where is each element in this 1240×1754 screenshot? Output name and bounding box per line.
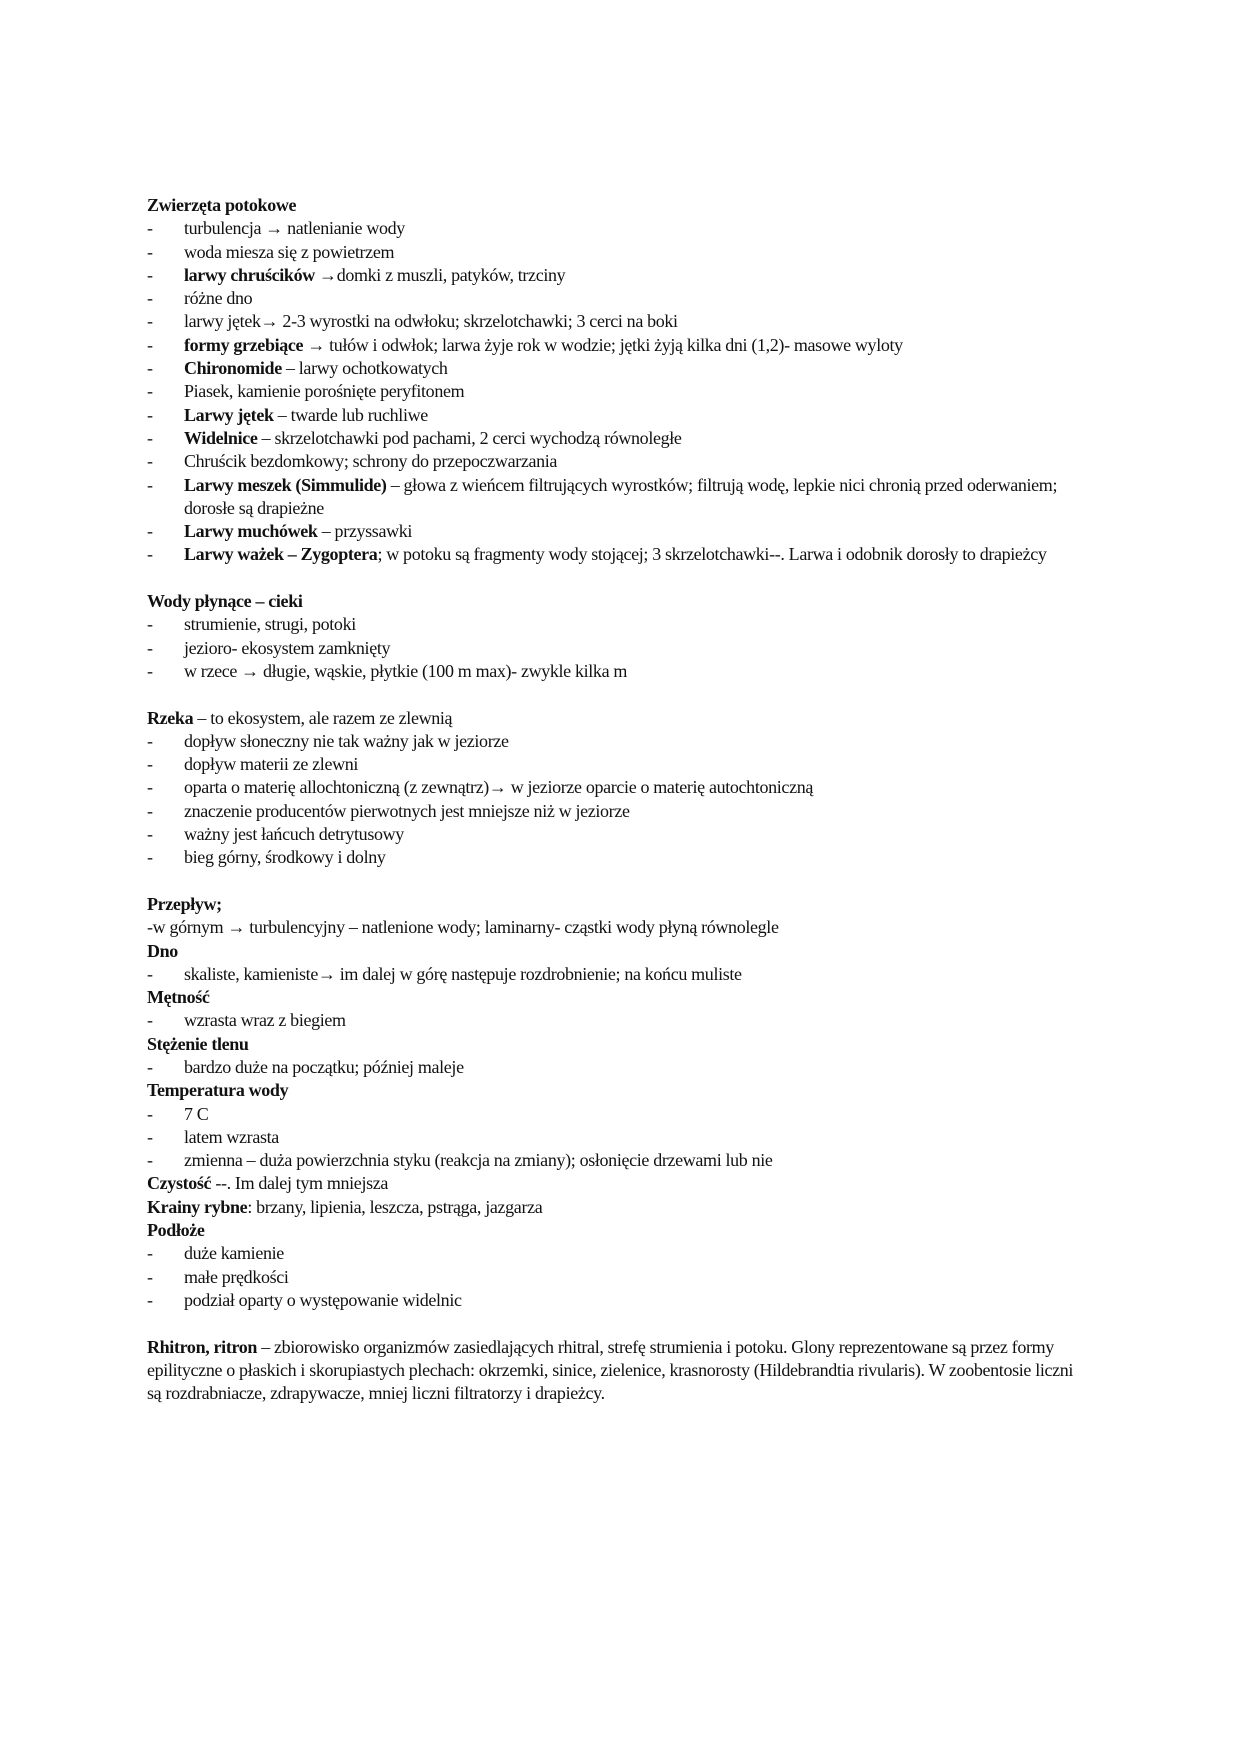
list-item-text: Chruścik bezdomkowy; schrony do przepoczwarzania bbox=[184, 451, 558, 472]
dash-bullet-icon: - bbox=[147, 660, 153, 681]
dash-bullet-icon: - bbox=[147, 1266, 153, 1287]
section-wody bbox=[147, 590, 1087, 683]
dash-bullet-icon: - bbox=[147, 1289, 153, 1310]
dash-bullet-icon: - bbox=[147, 1056, 153, 1077]
list-item bbox=[147, 963, 1087, 986]
list-item bbox=[147, 637, 1087, 660]
list-item bbox=[147, 730, 1087, 753]
list-item-text: Larwy muchówek – przyssawki bbox=[184, 521, 413, 542]
dash-bullet-icon: - bbox=[147, 754, 153, 775]
list-item-text: oparta o materię allochtoniczną (z zewnątrz)→ w jeziorze oparcie o materię autochtoniczną bbox=[184, 777, 813, 798]
list-item-text: Larwy meszek (Simmulide) – głowa z wieńcem filtrujących wyrostków; filtrują wodę, lepkie nici chronią przed oderwaniem; dorosłe są drapieżne bbox=[184, 474, 1058, 518]
list-item-text: bardzo duże na początku; później maleje bbox=[184, 1056, 464, 1077]
list-item-text: latem wzrasta bbox=[184, 1126, 279, 1147]
list-item-text: Widelnice – skrzelotchawki pod pachami, 2 cerci wychodzą równoległe bbox=[184, 427, 682, 448]
list-item bbox=[147, 264, 1087, 287]
list-item-text: formy grzebiące → tułów i odwłok; larwa żyje rok w wodzie; jętki żyją kilka dni (1,2)- masowe wyloty bbox=[184, 334, 903, 355]
list-item-text: podział oparty o występowanie widelnic bbox=[184, 1289, 462, 1310]
heading-bold: Krainy rybne bbox=[147, 1196, 248, 1217]
heading-rest: : brzany, lipienia, leszcza, pstrąga, jazgarza bbox=[247, 1196, 543, 1217]
list-item bbox=[147, 1242, 1087, 1265]
list-item bbox=[147, 1289, 1087, 1312]
list-item bbox=[147, 846, 1087, 869]
list-item bbox=[147, 753, 1087, 776]
dash-bullet-icon: - bbox=[147, 311, 153, 332]
section-podloze bbox=[147, 1219, 1087, 1312]
list-item-text: Piasek, kamienie porośnięte peryfitonem bbox=[184, 381, 465, 402]
list-item bbox=[147, 310, 1087, 333]
dash-bullet-icon: - bbox=[147, 1150, 153, 1171]
dash-bullet-icon: - bbox=[147, 404, 153, 425]
dash-bullet-icon: - bbox=[147, 241, 153, 262]
dash-bullet-icon: - bbox=[147, 427, 153, 448]
list-item-text: znaczenie producentów pierwotnych jest mniejsze niż w jeziorze bbox=[184, 800, 630, 821]
section-heading: Przepływ; bbox=[147, 893, 222, 914]
section-dno bbox=[147, 940, 1087, 987]
section-temperatura bbox=[147, 1079, 1087, 1172]
dash-bullet-icon: - bbox=[147, 288, 153, 309]
section-rzeka bbox=[147, 707, 1087, 870]
list-item-text: małe prędkości bbox=[184, 1266, 289, 1287]
document-page bbox=[147, 194, 1087, 1405]
bullet-list bbox=[147, 730, 1087, 870]
dash-bullet-icon: - bbox=[147, 521, 153, 542]
section-heading: Temperatura wody bbox=[147, 1080, 289, 1101]
dash-bullet-icon: - bbox=[147, 1103, 153, 1124]
list-item-text: dopływ materii ze zlewni bbox=[184, 754, 359, 775]
bullet-list bbox=[147, 1103, 1087, 1173]
list-item bbox=[147, 474, 1087, 521]
list-item bbox=[147, 450, 1087, 473]
list-item bbox=[147, 660, 1087, 683]
dash-bullet-icon: - bbox=[147, 218, 153, 239]
list-item-text: Larwy jętek – twarde lub ruchliwe bbox=[184, 404, 428, 425]
list-item bbox=[147, 613, 1087, 636]
list-item bbox=[147, 427, 1087, 450]
list-item-text: ważny jest łańcuch detrytusowy bbox=[184, 824, 404, 845]
bullet-list bbox=[147, 1242, 1087, 1312]
dash-bullet-icon: - bbox=[147, 544, 153, 565]
section-metnosc bbox=[147, 986, 1087, 1033]
list-item-text: larwy jętek→ 2-3 wyrostki na odwłoku; skrzelotchawki; 3 cerci na boki bbox=[184, 311, 678, 332]
list-item bbox=[147, 1266, 1087, 1289]
section-rhitron bbox=[147, 1336, 1087, 1406]
list-item bbox=[147, 1056, 1087, 1079]
list-item-text: w rzece → długie, wąskie, płytkie (100 m max)- zwykle kilka m bbox=[184, 660, 628, 681]
list-item-text: Larwy ważek – Zygoptera; w potoku są fragmenty wody stojącej; 3 skrzelotchawki--. Larwa i odobnik dorosły to drapieżcy bbox=[184, 544, 1047, 565]
list-item-text: 7 C bbox=[184, 1103, 209, 1124]
section-heading: Dno bbox=[147, 940, 178, 961]
dash-bullet-icon: - bbox=[147, 264, 153, 285]
list-item bbox=[147, 357, 1087, 380]
list-item bbox=[147, 380, 1087, 403]
bullet-list bbox=[147, 1056, 1087, 1079]
section-tlen bbox=[147, 1033, 1087, 1080]
dash-bullet-icon: - bbox=[147, 824, 153, 845]
dash-bullet-icon: - bbox=[147, 614, 153, 635]
bullet-list bbox=[147, 1009, 1087, 1032]
list-item bbox=[147, 241, 1087, 264]
list-item bbox=[147, 543, 1087, 566]
list-item-text: larwy chruścików →domki z muszli, patyków, trzciny bbox=[184, 264, 566, 285]
dash-bullet-icon: - bbox=[147, 474, 153, 495]
section-krainy bbox=[147, 1196, 1087, 1219]
section-zwierzeta bbox=[147, 194, 1087, 567]
list-item bbox=[147, 520, 1087, 543]
heading-rest: – to ekosystem, ale razem ze zlewnią bbox=[193, 707, 453, 728]
dash-bullet-icon: - bbox=[147, 334, 153, 355]
list-item-text: jezioro- ekosystem zamknięty bbox=[184, 637, 391, 658]
list-item bbox=[147, 1009, 1087, 1032]
list-item-text: dopływ słoneczny nie tak ważny jak w jeziorze bbox=[184, 730, 509, 751]
bullet-list bbox=[147, 963, 1087, 986]
list-item bbox=[147, 404, 1087, 427]
list-item bbox=[147, 823, 1087, 846]
dash-bullet-icon: - bbox=[147, 1010, 153, 1031]
list-item-text: skaliste, kamieniste→ im dalej w górę następuje rozdrobnienie; na końcu muliste bbox=[184, 963, 742, 984]
list-item bbox=[147, 776, 1087, 799]
list-item bbox=[147, 800, 1087, 823]
dash-bullet-icon: - bbox=[147, 800, 153, 821]
list-item-text: zmienna – duża powierzchnia styku (reakcja na zmiany); osłonięcie drzewami lub nie bbox=[184, 1150, 773, 1171]
dash-bullet-icon: - bbox=[147, 637, 153, 658]
heading-bold: Rhitron, ritron bbox=[147, 1336, 258, 1357]
dash-bullet-icon: - bbox=[147, 777, 153, 798]
bullet-list bbox=[147, 217, 1087, 566]
dash-bullet-icon: - bbox=[147, 1126, 153, 1147]
list-item-text: wzrasta wraz z biegiem bbox=[184, 1010, 346, 1031]
section-heading: Mętność bbox=[147, 987, 210, 1008]
list-item-text: turbulencja → natlenianie wody bbox=[184, 218, 405, 239]
section-line: -w górnym → turbulencyjny – natlenione wody; laminarny- cząstki wody płyną równolegle bbox=[147, 917, 779, 938]
list-item bbox=[147, 1126, 1087, 1149]
section-heading: Wody płynące – cieki bbox=[147, 591, 303, 612]
list-item-text: Chironomide – larwy ochotkowatych bbox=[184, 358, 448, 379]
dash-bullet-icon: - bbox=[147, 963, 153, 984]
section-heading: Zwierzęta potokowe bbox=[147, 195, 297, 215]
dash-bullet-icon: - bbox=[147, 451, 153, 472]
dash-bullet-icon: - bbox=[147, 1243, 153, 1264]
list-item-text: różne dno bbox=[184, 288, 253, 309]
dash-bullet-icon: - bbox=[147, 847, 153, 868]
list-item bbox=[147, 217, 1087, 240]
section-heading bbox=[147, 707, 1087, 730]
heading-bold: Rzeka bbox=[147, 707, 194, 728]
list-item bbox=[147, 334, 1087, 357]
dash-bullet-icon: - bbox=[147, 381, 153, 402]
section-heading: Stężenie tlenu bbox=[147, 1033, 249, 1054]
list-item-text: bieg górny, środkowy i dolny bbox=[184, 847, 386, 868]
section-czystosc bbox=[147, 1172, 1087, 1195]
list-item bbox=[147, 287, 1087, 310]
dash-bullet-icon: - bbox=[147, 730, 153, 751]
list-item bbox=[147, 1103, 1087, 1126]
list-item bbox=[147, 1149, 1087, 1172]
dash-bullet-icon: - bbox=[147, 358, 153, 379]
section-heading: Podłoże bbox=[147, 1220, 205, 1241]
heading-rest: --. Im dalej tym mniejsza bbox=[211, 1173, 389, 1194]
section-przeplyw bbox=[147, 893, 1087, 940]
list-item-text: woda miesza się z powietrzem bbox=[184, 241, 395, 262]
list-item-text: duże kamienie bbox=[184, 1243, 284, 1264]
paragraph-text: – zbiorowisko organizmów zasiedlających rhitral, strefę strumienia i potoku. Glony reprezentowane są przez formy epilityczne o płaskich i skorupiastych plechach: okrzemki, sinice, zielenice, krasnorosty (Hildebrandtia rivularis). W zoobentosie liczni są rozdrabniacze, zdrapywacze, mniej liczni filtratorzy i drapieżcy. bbox=[147, 1336, 1074, 1404]
list-item-text: strumienie, strugi, potoki bbox=[184, 614, 356, 635]
heading-bold: Czystość bbox=[147, 1173, 212, 1194]
bullet-list bbox=[147, 613, 1087, 683]
